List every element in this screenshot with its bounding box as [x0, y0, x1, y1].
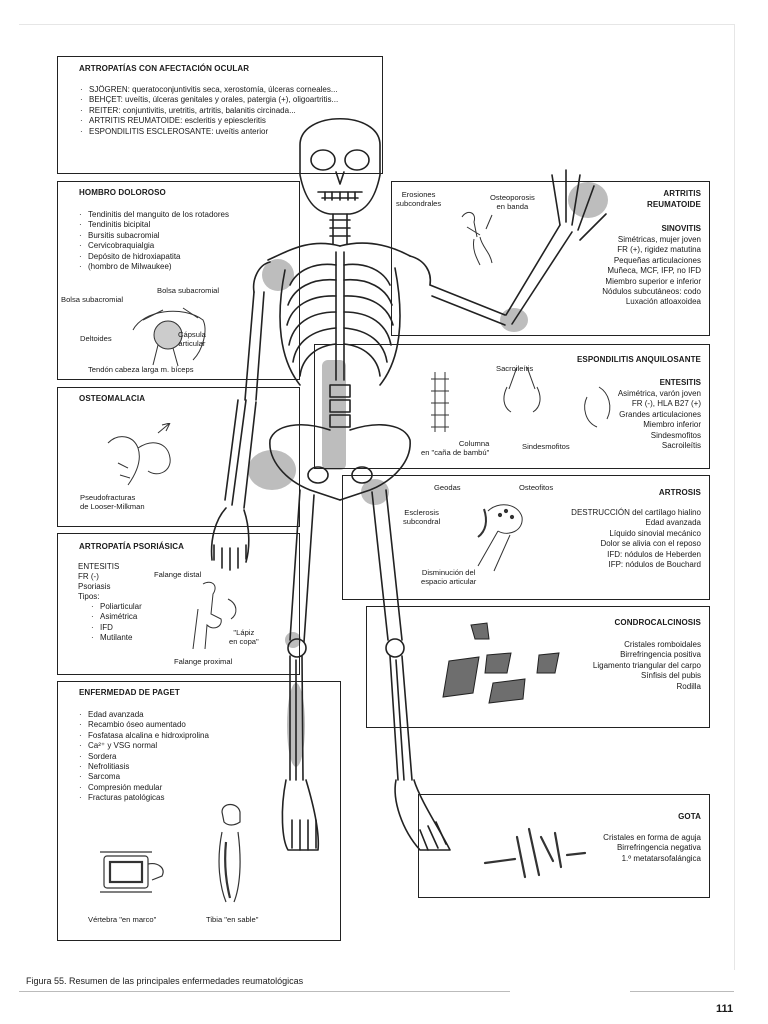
tibia-label: Tibia "en sable": [206, 915, 259, 924]
text-line: Cristales en forma de aguja: [603, 833, 701, 842]
condro-title: CONDROCALCINOSIS: [614, 618, 701, 627]
paget-box: [57, 681, 341, 941]
gota-title: GOTA: [678, 812, 701, 821]
disminucion-label: Disminución del espacio articular: [421, 568, 477, 586]
vertebra-sketch: [96, 844, 176, 904]
shoulder-diagram: [113, 290, 233, 370]
tibia-sketch: [210, 802, 260, 912]
spine-sketch: [417, 367, 647, 442]
text-line: FR (-): [78, 572, 99, 581]
psoriasica-box: [57, 533, 300, 675]
gota-lines: [603, 833, 701, 864]
condro-box: [366, 606, 710, 728]
paget-title: ENFERMEDAD DE PAGET: [79, 688, 180, 697]
osteomalacia-box: [57, 387, 300, 527]
ea-subtitle: ENTESITIS: [659, 378, 701, 387]
text-line: Psoriasis: [78, 582, 111, 591]
list-item: · Asimétrica: [89, 612, 142, 622]
pelvis-sketch: [98, 423, 188, 493]
caption-divider: [630, 991, 734, 992]
finger-sketch: [183, 579, 243, 659]
text-line: Grandes articulaciones: [619, 409, 701, 419]
caption-divider: [19, 991, 510, 992]
list-item: · Ca²⁺ y VSG normal: [77, 741, 277, 751]
list-item: · Bursitis subacromial: [77, 231, 277, 241]
psoriasica-tipos: [89, 602, 142, 644]
lapiz-en-copa-label: "Lápiz en copa": [229, 628, 259, 646]
list-item: · Cervicobraquialgia: [77, 241, 277, 251]
artrosis-lines: [571, 508, 701, 570]
text-line: Birrefringencia negativa: [616, 843, 701, 853]
text-line: Sínfisis del pubis: [640, 671, 701, 681]
list-item: · REITER: conjuntivitis, uretritis, artritis, balanitis circinada...: [78, 106, 378, 116]
page-number: 111: [716, 1003, 734, 1015]
ar-title-line1: ARTRITIS: [663, 189, 701, 198]
tendon-label: Tendón cabeza larga m. bíceps: [88, 365, 194, 374]
text-line: Luxación atloaxoidea: [625, 297, 701, 307]
list-item: · Poliarticular: [89, 602, 142, 612]
psoriasica-lines: [78, 562, 119, 602]
rhomboid-crystals: [427, 617, 567, 717]
list-item: · Edad avanzada: [77, 710, 277, 720]
deltoides-label: Deltoides: [80, 334, 112, 343]
list-item: · ARTRITIS REUMATOIDE: escleritis y epiescleritis: [78, 116, 378, 126]
hombro-list: [77, 210, 277, 272]
list-item: · ESPONDILITIS ESCLEROSANTE: uveítis anterior: [78, 127, 378, 137]
paget-list: [77, 710, 277, 804]
text-line: Ligamento triangular del carpo: [592, 660, 701, 670]
ar-lines: [602, 235, 701, 308]
text-line: Pequeñas articulaciones: [613, 255, 701, 265]
text-line: FR (-), HLA B27 (+): [631, 399, 701, 409]
columna-label: Columna en "caña de bambú": [421, 439, 490, 457]
artrosis-title: ARTROSIS: [658, 488, 701, 497]
artrosis-box: [342, 475, 710, 600]
hip-joint-sketch: [448, 491, 548, 576]
list-item: · IFD: [89, 623, 142, 633]
text-line: 1.º metatarsofalángica: [621, 853, 701, 863]
list-item: · Recambio óseo aumentado: [77, 720, 277, 730]
osteomalacia-title: OSTEOMALACIA: [79, 394, 146, 403]
ea-lines: [618, 389, 701, 451]
text-line: Asimétrica, varón joven: [617, 389, 701, 398]
figure-caption: Figura 55. Resumen de las principales enfermedades reumatológicas: [26, 976, 304, 986]
text-line: DESTRUCCIÓN del cartílago hialino: [571, 508, 701, 517]
text-line: Rodilla: [676, 681, 701, 691]
list-item: · Fracturas patológicas: [77, 793, 277, 803]
sindesmofitos-label: Sindesmofitos: [522, 442, 570, 451]
text-line: Líquido sinovial mecánico: [609, 528, 701, 538]
needle-crystals: [481, 815, 591, 885]
list-item: · Depósito de hidroxiapatita: [77, 252, 277, 262]
text-line: Nódulos subcutáneos: codo: [602, 287, 701, 297]
text-line: ENTESITIS: [78, 562, 120, 571]
vertebra-label: Vértebra "en marco": [88, 915, 157, 924]
ar-subtitle: SINOVITIS: [661, 224, 701, 233]
capsula-label: Cápsula articular: [178, 330, 206, 348]
text-line: Cristales romboidales: [624, 640, 701, 649]
hombro-title: HOMBRO DOLOROSO: [79, 188, 166, 197]
text-line: Birrefringencia positiva: [620, 650, 701, 660]
text-line: IFD: nódulos de Heberden: [607, 549, 701, 559]
looser-milkman-label: Pseudofracturas de Looser-Milkman: [80, 493, 145, 511]
psoriasica-title: ARTROPATÍA PSORIÁSICA: [79, 542, 185, 551]
ea-box: [314, 344, 710, 469]
list-item: · Tendinitis del manguito de los rotadores: [77, 210, 277, 220]
ocular-box: [57, 56, 383, 174]
list-item: · Mutilante: [89, 633, 142, 643]
gota-box: [418, 794, 710, 898]
list-item: · Sordera: [77, 752, 277, 762]
text-line: Miembro inferior: [643, 420, 701, 430]
esclerosis-label: Esclerosis subcondral: [403, 508, 441, 526]
bolsa-subacromial-label-right: Bolsa subacromial: [157, 286, 220, 295]
ocular-title: ARTROPATÍAS CON AFECTACIÓN OCULAR: [79, 64, 250, 73]
condro-lines: [593, 640, 701, 692]
text-line: Sindesmofitos: [650, 430, 701, 440]
list-item: · Tendinitis bicipital: [77, 220, 277, 230]
list-item: · Nefrolitiasis: [77, 762, 277, 772]
sacroileitis-label: Sacroileítis: [496, 364, 534, 373]
geodas-label: Geodas: [434, 483, 461, 492]
text-line: Sacroileítis: [661, 441, 701, 451]
text-line: Tipos:: [78, 592, 100, 601]
joint-sketch: [452, 207, 512, 267]
bolsa-subacromial-label-left: Bolsa subacromial: [61, 295, 124, 304]
ar-box: [391, 181, 710, 336]
text-line: Miembro superior e inferior: [605, 276, 701, 286]
falange-proximal-label: Falange proximal: [174, 657, 233, 666]
list-item: · Fosfatasa alcalina e hidroxiprolina: [77, 731, 277, 741]
text-line: Simétricas, mujer joven: [617, 235, 701, 244]
text-line: Muñeca, MCF, IFP, no IFD: [607, 266, 701, 276]
text-line: IFP: nódulos de Bouchard: [608, 560, 701, 570]
ar-title-line2: REUMATOIDE: [646, 200, 701, 209]
hombro-box: [57, 181, 300, 380]
falange-distal-label: Falange distal: [154, 570, 202, 579]
ea-title: ESPONDILITIS ANQUILOSANTE: [577, 355, 701, 364]
list-item: · (hombro de Milwaukee): [77, 262, 277, 272]
ocular-list: [78, 85, 378, 137]
osteoporosis-label: Osteoporosis en banda: [490, 193, 535, 211]
list-item: · SJÖGREN: queratoconjuntivitis seca, xerostomía, úlceras corneales...: [78, 85, 378, 95]
text-line: Edad avanzada: [645, 518, 701, 528]
osteofitos-label: Osteofitos: [519, 483, 554, 492]
text-line: FR (+), rigidez matutina: [617, 245, 701, 255]
list-item: · Sarcoma: [77, 772, 277, 782]
erosiones-label: Erosiones subcondrales: [396, 190, 442, 208]
text-line: Dolor se alivia con el reposo: [600, 539, 701, 549]
list-item: · Compresión medular: [77, 783, 277, 793]
list-item: · BEHÇET: uveítis, úlceras genitales y orales, patergia (+), oligoartritis...: [78, 95, 378, 105]
